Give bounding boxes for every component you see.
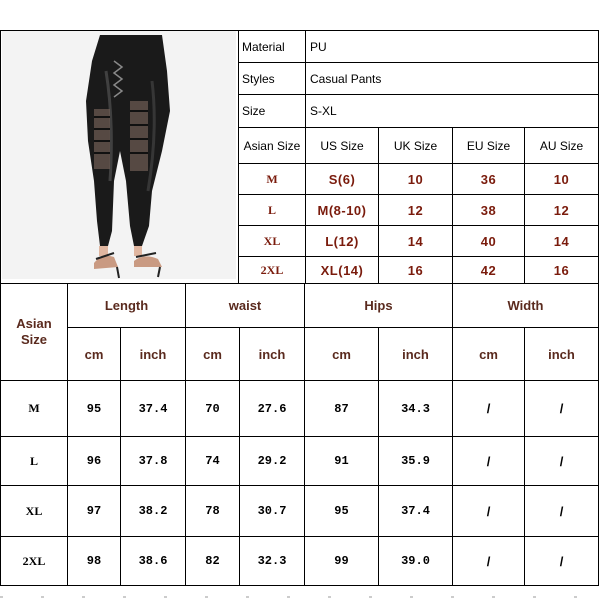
- table-border: [378, 127, 379, 283]
- measurement-cell: /: [559, 503, 564, 519]
- measurement-cell: 82: [205, 554, 220, 568]
- measurement-cell: 95: [86, 401, 102, 416]
- table-border: [305, 30, 306, 283]
- measurement-cell: 34.3: [401, 401, 430, 416]
- leggings-image: [2, 31, 236, 279]
- measurement-cell: 27.6: [257, 401, 287, 416]
- size-chart-cell: 2XL: [260, 262, 284, 277]
- measurement-cell: 37.8: [138, 454, 168, 468]
- styles-value: Casual Pants: [310, 71, 382, 86]
- measurement-cell: 38.2: [138, 504, 168, 518]
- size-chart-cell: 42: [480, 262, 497, 278]
- measurement-cell: /: [559, 401, 564, 416]
- measurement-cell: /: [486, 453, 491, 469]
- size-value: S-XL: [310, 104, 337, 118]
- measurement-cell: 96: [86, 454, 102, 468]
- measurement-unit-header: inch: [548, 346, 575, 362]
- table-border: [598, 30, 599, 283]
- measurement-unit-header: cm: [479, 346, 498, 362]
- measurement-group-header: Width: [507, 298, 544, 313]
- measurement-row-size: 2XL: [22, 553, 46, 568]
- size-chart-cell: 40: [480, 233, 497, 249]
- size-chart-cell: S(6): [328, 171, 356, 187]
- measurement-cell: /: [559, 553, 564, 569]
- material-label: Material: [242, 39, 285, 54]
- table-border: [524, 327, 525, 586]
- size-chart-cell: M: [266, 171, 278, 186]
- size-chart-header: US Size: [320, 138, 364, 153]
- size-chart-cell: 14: [553, 233, 570, 249]
- size-chart-cell: 12: [407, 202, 424, 218]
- table-border: [0, 30, 599, 31]
- measurement-group-header: waist: [228, 298, 262, 313]
- measurement-cell: 38.6: [138, 554, 168, 568]
- table-border: [452, 283, 453, 586]
- table-border: [238, 194, 599, 195]
- table-border: [0, 536, 599, 537]
- measurement-cell: 98: [86, 554, 102, 568]
- measurement-cell: 99: [334, 554, 349, 568]
- measurement-cell: 97: [86, 504, 102, 518]
- measurement-cell: 74: [205, 454, 220, 468]
- measurement-unit-header: inch: [258, 346, 286, 362]
- measurement-cell: 39.0: [401, 554, 430, 568]
- measurement-cell: 37.4: [138, 401, 168, 416]
- table-border: [0, 30, 1, 283]
- size-chart-cell: L: [267, 202, 276, 217]
- table-border: [238, 163, 599, 164]
- measurement-cell: 30.7: [257, 504, 287, 518]
- measurement-cell: 95: [334, 504, 349, 518]
- measurement-cell: 32.3: [257, 554, 287, 568]
- styles-label: Styles: [242, 71, 275, 86]
- table-border: [239, 327, 240, 586]
- measurement-cell: 37.4: [401, 504, 430, 518]
- size-chart-cell: XL(14): [320, 262, 364, 278]
- measurement-unit-header: cm: [84, 346, 104, 362]
- measurement-cell: /: [486, 553, 491, 569]
- measurement-cell: 91: [334, 454, 349, 468]
- table-border: [0, 436, 599, 437]
- table-border: [304, 283, 305, 586]
- size-chart-header: UK Size: [393, 138, 438, 153]
- table-border: [0, 380, 599, 381]
- measurement-cell: 35.9: [401, 454, 430, 468]
- size-chart-cell: L(12): [325, 233, 359, 249]
- size-chart-cell: 14: [407, 233, 424, 249]
- table-border: [0, 283, 1, 586]
- size-chart-header: AU Size: [539, 138, 584, 153]
- table-border: [185, 283, 186, 586]
- measurement-cell: 29.2: [257, 454, 287, 468]
- size-chart-cell: 16: [553, 262, 570, 278]
- table-border: [238, 127, 599, 128]
- size-chart-cell: 16: [407, 262, 424, 278]
- size-chart-header: Asian Size: [243, 138, 301, 153]
- measurement-unit-header: inch: [402, 346, 429, 362]
- table-border: [378, 327, 379, 586]
- size-chart-cell: 10: [553, 171, 570, 187]
- measurement-cell: 70: [205, 401, 220, 416]
- size-chart-cell: 36: [480, 171, 497, 187]
- measurement-unit-header: cm: [203, 346, 222, 362]
- table-border: [238, 30, 239, 283]
- table-border: [0, 485, 599, 486]
- measurement-cell: /: [486, 503, 491, 519]
- measurement-cell: /: [486, 401, 491, 416]
- measurement-cell: /: [559, 453, 564, 469]
- size-chart-cell: 38: [480, 202, 497, 218]
- table-border: [598, 283, 599, 586]
- table-border: [238, 225, 599, 226]
- table-border: [238, 256, 599, 257]
- size-chart-header: EU Size: [466, 138, 511, 153]
- size-chart-cell: M(8-10): [317, 202, 367, 218]
- size-chart-cell: 10: [407, 171, 424, 187]
- size-label: Size: [242, 104, 266, 118]
- product-photo: [2, 31, 236, 279]
- measurement-cell: 87: [334, 401, 349, 416]
- measurement-cell: 78: [205, 504, 220, 518]
- table-border: [452, 127, 453, 283]
- table-border: [238, 62, 599, 63]
- bottom-dashed-rule: [0, 592, 601, 601]
- table-border: [67, 327, 599, 328]
- table-border: [0, 585, 599, 586]
- measurement-size-header: Asian Size: [16, 316, 52, 347]
- table-border: [524, 127, 525, 283]
- table-border: [67, 283, 68, 586]
- measurement-unit-header: inch: [139, 346, 167, 362]
- table-border: [0, 283, 599, 284]
- table-border: [238, 94, 599, 95]
- measurement-group-header: Length: [104, 298, 149, 313]
- size-chart-cell: 12: [553, 202, 570, 218]
- measurement-row-size: XL: [25, 503, 43, 518]
- size-chart-cell: XL: [263, 233, 281, 248]
- table-border: [120, 327, 121, 586]
- measurement-unit-header: cm: [332, 346, 351, 362]
- measurement-row-size: L: [29, 453, 38, 468]
- measurement-group-header: Hips: [364, 298, 393, 313]
- material-value: PU: [310, 39, 327, 54]
- measurement-row-size: M: [28, 401, 40, 415]
